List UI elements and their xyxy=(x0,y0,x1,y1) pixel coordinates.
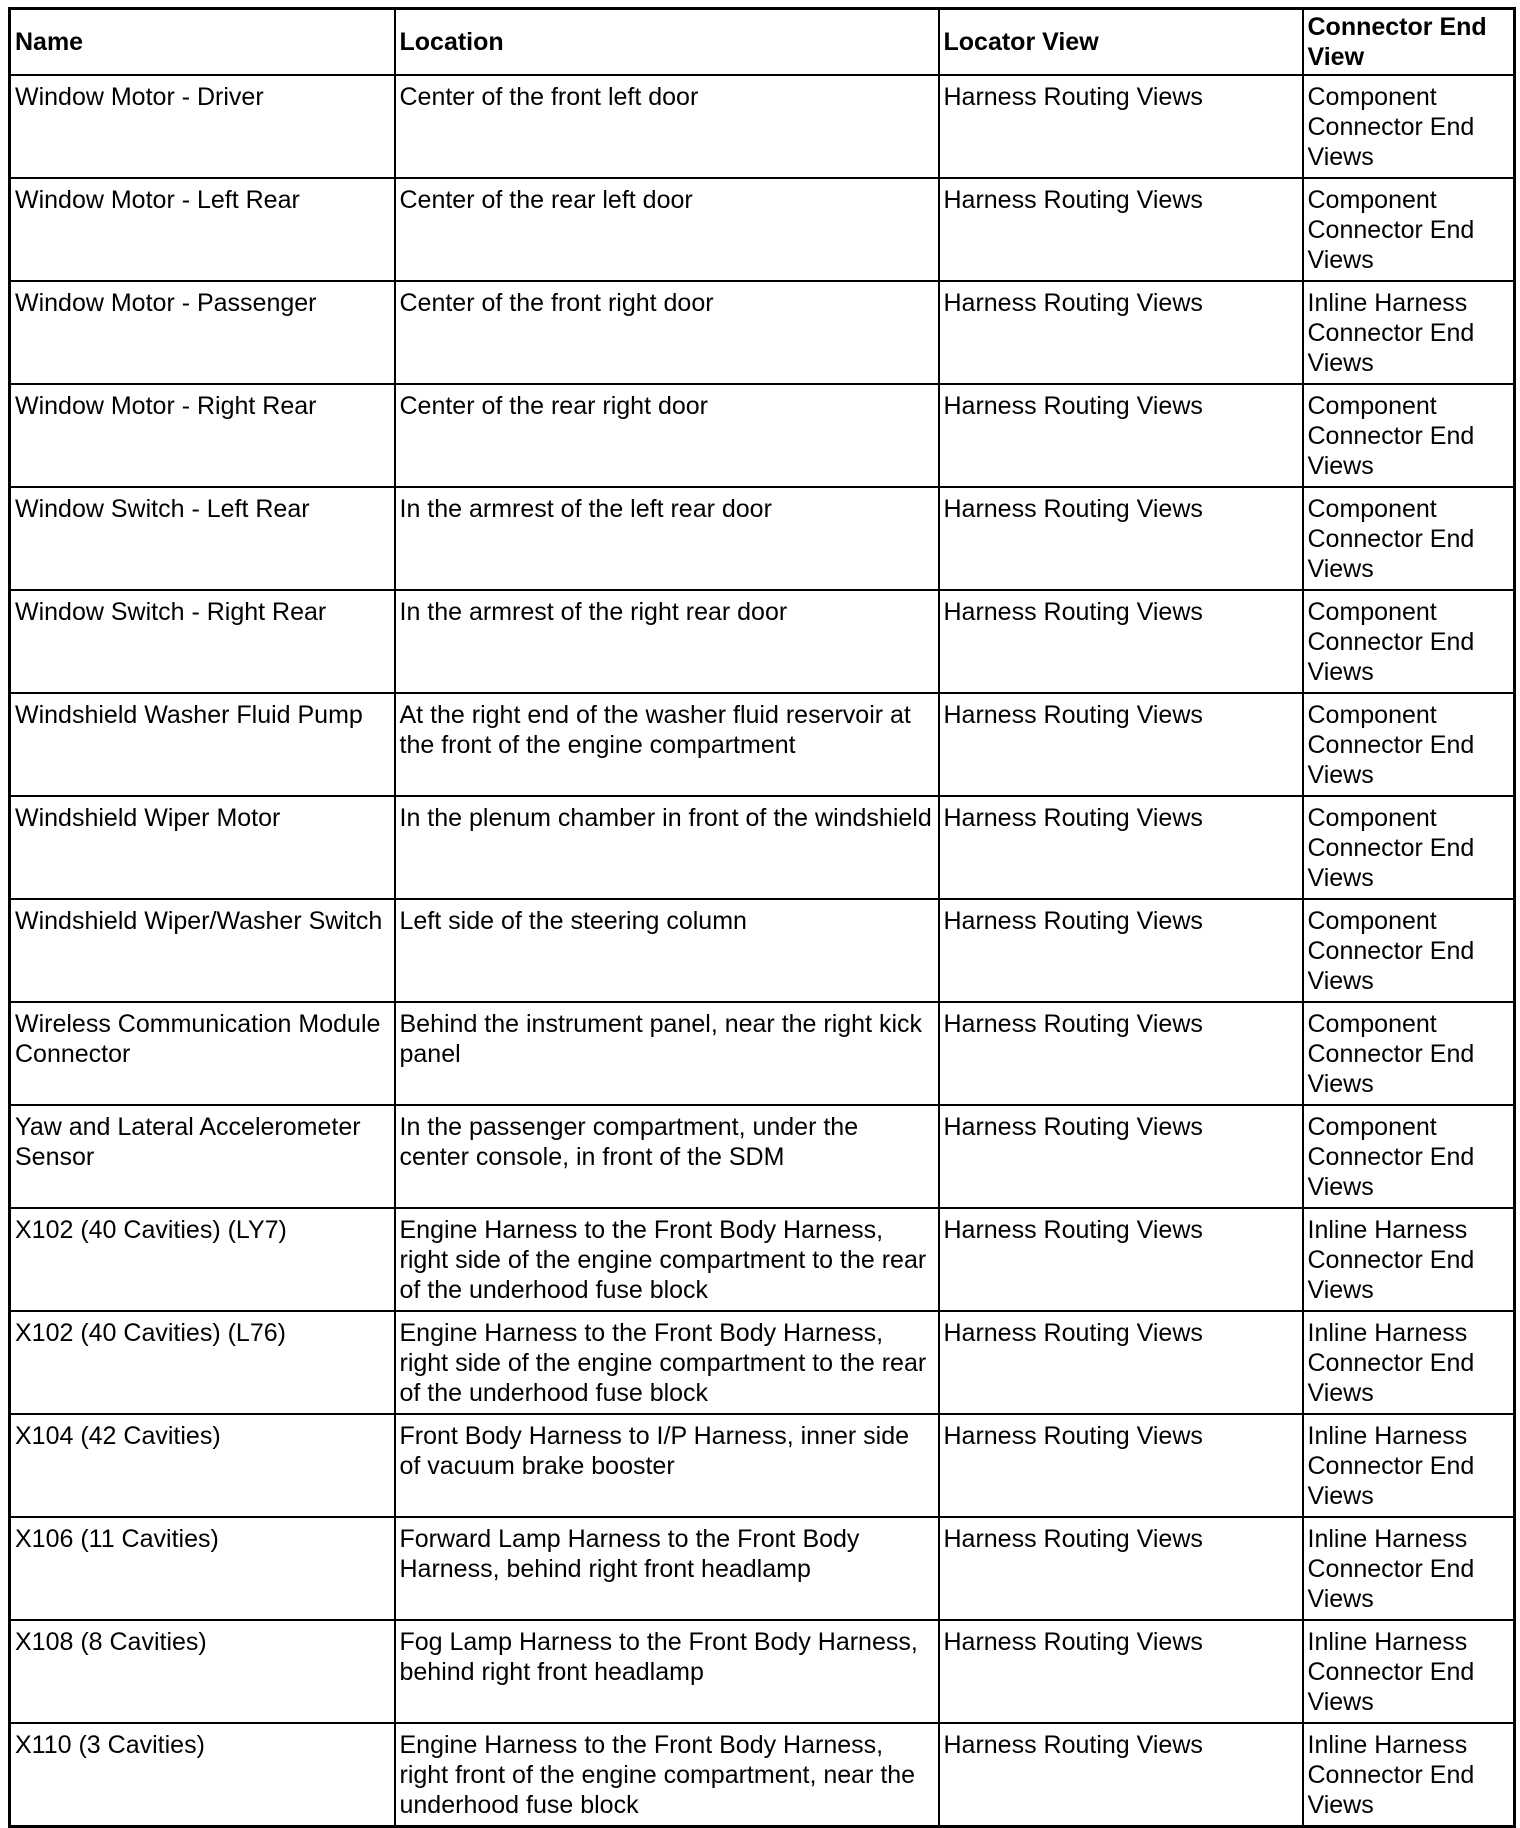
table-row xyxy=(10,1002,1515,1105)
cell-locator-view: Harness Routing Views xyxy=(939,75,1303,178)
cell-locator-view: Harness Routing Views xyxy=(939,590,1303,693)
cell-connector-end-view: Component Connector End Views xyxy=(1303,796,1515,899)
cell-location: Engine Harness to the Front Body Harness, right side of the engine compartment to the rear of the underhood fuse block xyxy=(395,1311,939,1414)
cell-connector-end-view: Component Connector End Views xyxy=(1303,693,1515,796)
cell-name: Window Switch - Right Rear xyxy=(10,590,395,693)
table-row xyxy=(10,590,1515,693)
cell-name: Window Switch - Left Rear xyxy=(10,487,395,590)
cell-locator-view: Harness Routing Views xyxy=(939,1414,1303,1517)
cell-name: Window Motor - Right Rear xyxy=(10,384,395,487)
cell-connector-end-view: Inline Harness Connector End Views xyxy=(1303,281,1515,384)
cell-connector-end-view: Inline Harness Connector End Views xyxy=(1303,1311,1515,1414)
cell-location: In the plenum chamber in front of the windshield xyxy=(395,796,939,899)
cell-name: Windshield Washer Fluid Pump xyxy=(10,693,395,796)
cell-name: X106 (11 Cavities) xyxy=(10,1517,395,1620)
table-row xyxy=(10,1517,1515,1620)
cell-connector-end-view: Component Connector End Views xyxy=(1303,75,1515,178)
cell-location: In the armrest of the right rear door xyxy=(395,590,939,693)
table-row xyxy=(10,693,1515,796)
cell-location: Engine Harness to the Front Body Harness, right front of the engine compartment, near the underhood fuse block xyxy=(395,1723,939,1826)
header-name: Name xyxy=(10,9,395,76)
cell-connector-end-view: Component Connector End Views xyxy=(1303,1105,1515,1208)
cell-name: Windshield Wiper Motor xyxy=(10,796,395,899)
cell-locator-view: Harness Routing Views xyxy=(939,1620,1303,1723)
cell-locator-view: Harness Routing Views xyxy=(939,693,1303,796)
cell-location: Center of the front left door xyxy=(395,75,939,178)
cell-locator-view: Harness Routing Views xyxy=(939,1723,1303,1826)
cell-locator-view: Harness Routing Views xyxy=(939,1517,1303,1620)
cell-name: Window Motor - Left Rear xyxy=(10,178,395,281)
table-row xyxy=(10,899,1515,1002)
cell-location: Behind the instrument panel, near the right kick panel xyxy=(395,1002,939,1105)
table-row xyxy=(10,1208,1515,1311)
header-row xyxy=(10,9,1515,76)
cell-location: Center of the rear right door xyxy=(395,384,939,487)
table-row xyxy=(10,1620,1515,1723)
cell-location: Center of the rear left door xyxy=(395,178,939,281)
header-connector-end-view: Connector End View xyxy=(1303,9,1515,76)
cell-connector-end-view: Component Connector End Views xyxy=(1303,384,1515,487)
cell-connector-end-view: Inline Harness Connector End Views xyxy=(1303,1723,1515,1826)
cell-name: Windshield Wiper/Washer Switch xyxy=(10,899,395,1002)
cell-locator-view: Harness Routing Views xyxy=(939,1002,1303,1105)
cell-locator-view: Harness Routing Views xyxy=(939,487,1303,590)
connector-location-table xyxy=(8,7,1516,1828)
cell-name: Window Motor - Driver xyxy=(10,75,395,178)
cell-connector-end-view: Component Connector End Views xyxy=(1303,178,1515,281)
cell-locator-view: Harness Routing Views xyxy=(939,1311,1303,1414)
cell-locator-view: Harness Routing Views xyxy=(939,281,1303,384)
cell-connector-end-view: Component Connector End Views xyxy=(1303,1002,1515,1105)
table-row xyxy=(10,178,1515,281)
cell-location: In the passenger compartment, under the center console, in front of the SDM xyxy=(395,1105,939,1208)
cell-connector-end-view: Inline Harness Connector End Views xyxy=(1303,1414,1515,1517)
cell-locator-view: Harness Routing Views xyxy=(939,899,1303,1002)
cell-name: X104 (42 Cavities) xyxy=(10,1414,395,1517)
cell-location: Front Body Harness to I/P Harness, inner side of vacuum brake booster xyxy=(395,1414,939,1517)
cell-location: In the armrest of the left rear door xyxy=(395,487,939,590)
cell-name: X102 (40 Cavities) (L76) xyxy=(10,1311,395,1414)
cell-connector-end-view: Component Connector End Views xyxy=(1303,590,1515,693)
cell-location: Fog Lamp Harness to the Front Body Harness, behind right front headlamp xyxy=(395,1620,939,1723)
cell-locator-view: Harness Routing Views xyxy=(939,796,1303,899)
cell-connector-end-view: Component Connector End Views xyxy=(1303,487,1515,590)
cell-locator-view: Harness Routing Views xyxy=(939,1208,1303,1311)
cell-location: Engine Harness to the Front Body Harness, right side of the engine compartment to the rear of the underhood fuse block xyxy=(395,1208,939,1311)
cell-name: Wireless Communication Module Connector xyxy=(10,1002,395,1105)
cell-locator-view: Harness Routing Views xyxy=(939,384,1303,487)
cell-locator-view: Harness Routing Views xyxy=(939,1105,1303,1208)
cell-locator-view: Harness Routing Views xyxy=(939,178,1303,281)
table-row xyxy=(10,1723,1515,1826)
table-container xyxy=(8,7,1516,1828)
cell-name: Window Motor - Passenger xyxy=(10,281,395,384)
table-row xyxy=(10,1414,1515,1517)
header-locator-view: Locator View xyxy=(939,9,1303,76)
cell-location: Center of the front right door xyxy=(395,281,939,384)
cell-name: X108 (8 Cavities) xyxy=(10,1620,395,1723)
table-row xyxy=(10,796,1515,899)
cell-connector-end-view: Inline Harness Connector End Views xyxy=(1303,1517,1515,1620)
table-row xyxy=(10,384,1515,487)
table-row xyxy=(10,281,1515,384)
cell-connector-end-view: Inline Harness Connector End Views xyxy=(1303,1208,1515,1311)
cell-location: Left side of the steering column xyxy=(395,899,939,1002)
cell-name: X102 (40 Cavities) (LY7) xyxy=(10,1208,395,1311)
header-location: Location xyxy=(395,9,939,76)
table-row xyxy=(10,75,1515,178)
table-row xyxy=(10,1105,1515,1208)
cell-connector-end-view: Component Connector End Views xyxy=(1303,899,1515,1002)
table-row xyxy=(10,487,1515,590)
cell-name: X110 (3 Cavities) xyxy=(10,1723,395,1826)
cell-connector-end-view: Inline Harness Connector End Views xyxy=(1303,1620,1515,1723)
cell-name: Yaw and Lateral Accelerometer Sensor xyxy=(10,1105,395,1208)
table-row xyxy=(10,1311,1515,1414)
cell-location: At the right end of the washer fluid reservoir at the front of the engine compartment xyxy=(395,693,939,796)
cell-location: Forward Lamp Harness to the Front Body Harness, behind right front headlamp xyxy=(395,1517,939,1620)
